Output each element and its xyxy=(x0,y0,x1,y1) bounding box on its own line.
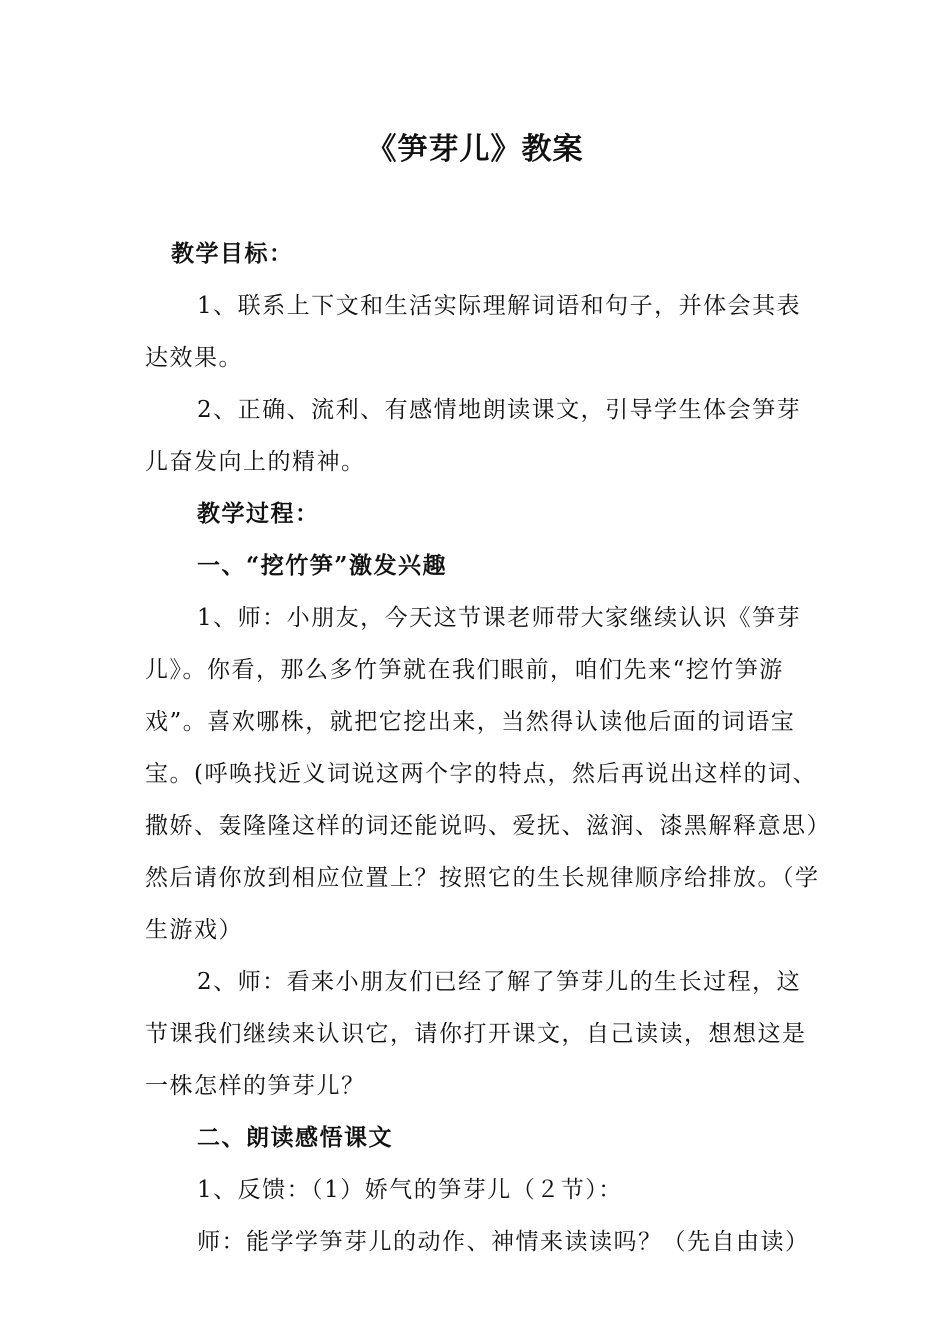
goal-item-2: 2、正确、流利、有感情地朗读课文，引导学生体会笋芽儿奋发向上的精神。 xyxy=(145,397,802,475)
teaching-goals-heading: 教学目标： xyxy=(171,240,294,267)
document-body xyxy=(145,220,825,1268)
goal-item-1: 1、联系上下文和生活实际理解词语和句子，并体会其表达效果。 xyxy=(145,293,802,371)
section-1-heading: 一、“挖竹笋”激发兴趣 xyxy=(197,552,447,579)
teaching-process-heading: 教学过程： xyxy=(197,500,320,527)
section-1-paragraph-2: 2、师：看来小朋友们已经了解了笋芽儿的生长过程，这节课我们继续来认识它，请你打开课文，自己读读，想想这是一株怎样的笋芽儿？ xyxy=(145,969,807,1099)
section-1-paragraph-1: 1、师：小朋友，今天这节课老师带大家继续认识《笋芽儿》。你看，那么多竹笋就在我们眼前，咱们先来“挖竹笋游戏”。喜欢哪株，就把它挖出来，当然得认读他后面的词语宝宝。(呼唤找近义词说这两个字的特点，然后再说出这样的词、撒娇、轰隆隆这样的词还能说吗、爱抚、滋润、漆黑解释意思）然后请你放到相应位置上？按照它的生长规律顺序给排放。（学生游戏） xyxy=(145,605,820,943)
section-2-paragraph-1: 1、反馈：（1）娇气的笋芽儿（２节）： xyxy=(197,1177,623,1203)
document-title: 《笋芽儿》教案 xyxy=(366,132,584,167)
section-2-paragraph-2: 师：能学学笋芽儿的动作、神情来读读吗？（先自由读） xyxy=(197,1229,810,1255)
section-2-heading: 二、朗读感悟课文 xyxy=(197,1124,393,1151)
